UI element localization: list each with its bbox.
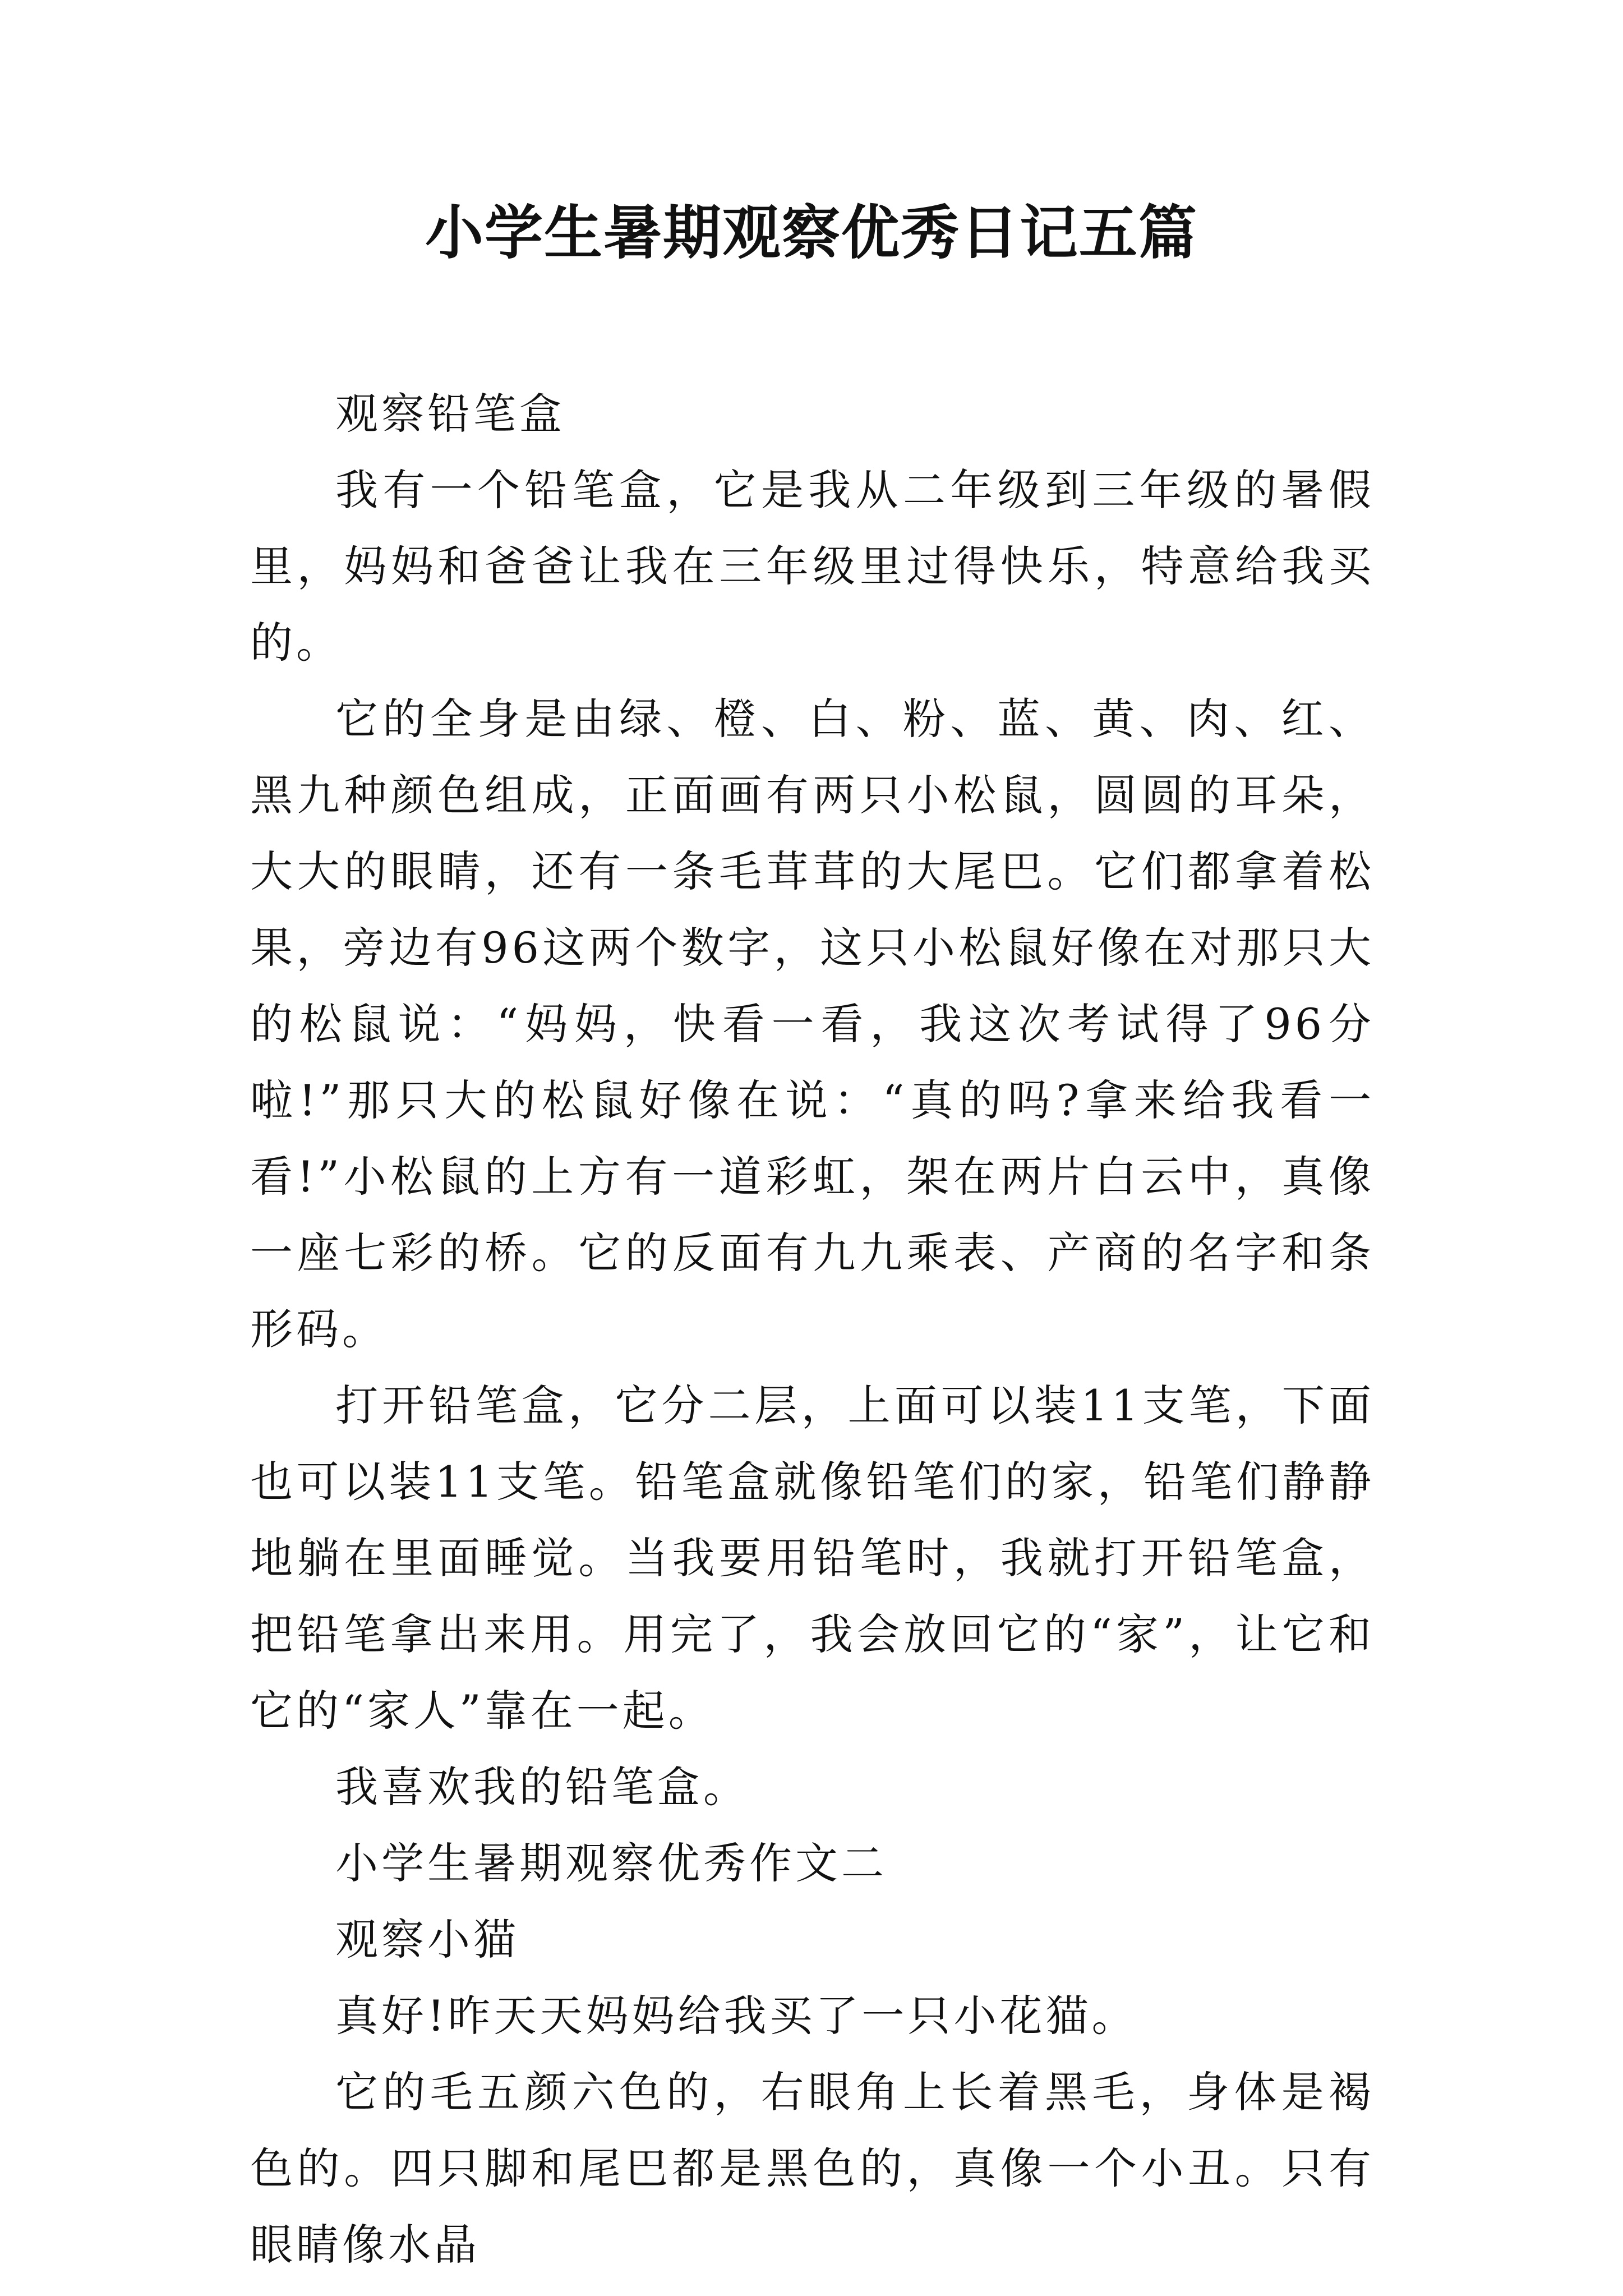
paragraph: 我喜欢我的铅笔盒。	[335, 1762, 749, 1812]
document-title: 小学生暑期观察优秀日记五篇	[425, 198, 1198, 267]
section-heading: 小学生暑期观察优秀作文二	[335, 1838, 887, 1888]
paragraph: 它的全身是由绿、橙、白、粉、蓝、黄、肉、红、黑九种颜色组成，正面画有两只小松鼠，圆圆的耳朵，大大的眼睛，还有一条毛茸茸的大尾巴。它们都拿着松果，旁边有96这两个数字，这只小松鼠好像在对那只大的松鼠说：“妈妈，快看一看，我这次考试得了96分啦!”那只大的松鼠好像在说：“真的吗?拿来给我看一看!”小松鼠的上方有一道彩虹，架在两片白云中，真像一座七彩的桥。它的反面有九九乘表、产商的名字和条形码。	[250, 694, 1375, 1354]
document-body	[250, 376, 1375, 2283]
paragraph: 它的毛五颜六色的，右眼角上长着黑毛，身体是褐色的。四只脚和尾巴都是黑色的，真像一个小丑。只有眼睛像水晶	[250, 2067, 1375, 2270]
paragraph: 真好!昨天天妈妈给我买了一只小花猫。	[335, 1991, 1138, 2041]
paragraph-heading-pencil-box: 观察铅笔盒	[335, 389, 565, 439]
paragraph: 我有一个铅笔盒，它是我从二年级到三年级的暑假里，妈妈和爸爸让我在三年级里过得快乐，特意给我买的。	[250, 465, 1375, 668]
paragraph: 打开铅笔盒，它分二层，上面可以装11支笔，下面也可以装11支笔。铅笔盒就像铅笔们的家，铅笔们静静地躺在里面睡觉。当我要用铅笔时，我就打开铅笔盒，把铅笔拿出来用。用完了，我会放回它的“家”，让它和它的“家人”靠在一起。	[250, 1381, 1375, 1736]
paragraph-heading-kitten: 观察小猫	[335, 1915, 519, 1964]
